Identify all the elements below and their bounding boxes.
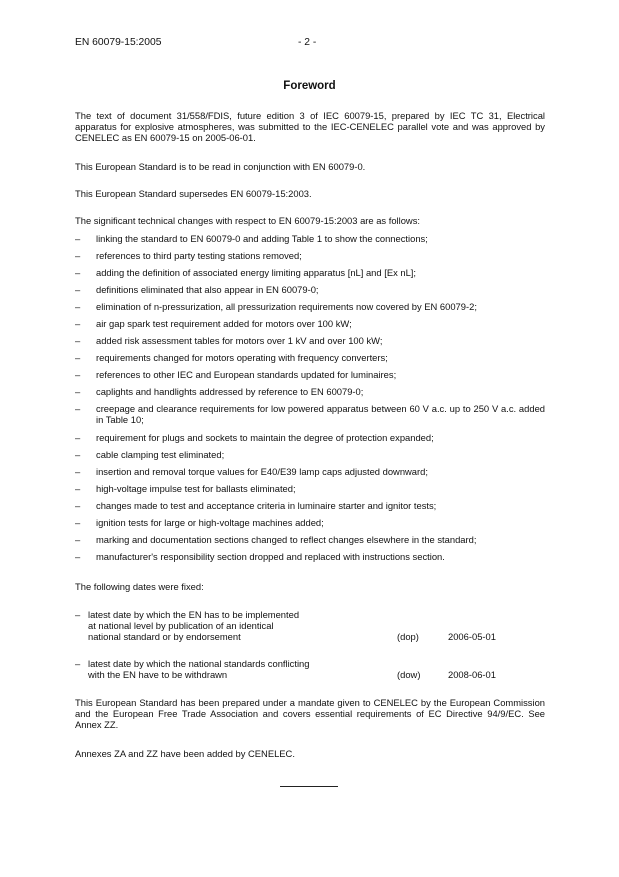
list-item-text: requirements changed for motors operating with frequency converters;: [96, 352, 388, 363]
list-dash: –: [75, 658, 81, 669]
date-description-line: national standard or by endorsement: [88, 631, 241, 642]
list-item-text: caplights and handlights addressed by reference to EN 60079-0;: [96, 386, 364, 397]
list-dash: –: [75, 369, 81, 380]
list-item-text: creepage and clearance requirements for low powered apparatus between 60 V a.c. up to 250 V a.c. added in Table 10;: [96, 403, 545, 425]
mandate-paragraph: This European Standard has been prepared under a mandate given to CENELEC by the European Commission and the European Free Trade Association and covers essential requirements of EC Directive 94/9/EC. See Annex ZZ.: [75, 697, 545, 730]
list-dash: –: [75, 267, 81, 278]
list-dash: –: [75, 250, 81, 261]
annexes-paragraph: Annexes ZA and ZZ have been added by CENELEC.: [75, 748, 295, 759]
list-dash: –: [75, 551, 81, 562]
list-item-text: linking the standard to EN 60079-0 and adding Table 1 to show the connections;: [96, 233, 428, 244]
header-document-id: EN 60079-15:2005: [75, 37, 162, 48]
list-item-text: requirement for plugs and sockets to maintain the degree of protection expanded;: [96, 432, 434, 443]
date-description: [88, 658, 348, 680]
list-dash: –: [75, 466, 81, 477]
date-description-line: with the EN have to be withdrawn: [88, 669, 228, 680]
page-title: Foreword: [283, 80, 336, 92]
list-dash: –: [75, 534, 81, 545]
list-item-text: cable clamping test eliminated;: [96, 449, 225, 460]
list-item-text: manufacturer's responsibility section dropped and replaced with instructions section.: [96, 551, 445, 562]
list-item-text: adding the definition of associated energy limiting apparatus [nL] and [Ex nL];: [96, 267, 416, 278]
date-abbreviation: (dow): [397, 669, 421, 680]
list-dash: –: [75, 335, 81, 346]
list-dash: –: [75, 483, 81, 494]
list-item-text: air gap spark test requirement added for motors over 100 kW;: [96, 318, 352, 329]
list-item-text: ignition tests for large or high-voltage machines added;: [96, 517, 324, 528]
supersedes-paragraph: This European Standard supersedes EN 60079-15:2003.: [75, 188, 312, 199]
header-page-number: - 2 -: [298, 37, 317, 48]
intro-paragraph: The text of document 31/558/FDIS, future edition 3 of IEC 60079-15, prepared by IEC TC 31, Electrical apparatus for explosive atmospheres, was submitted to the IEC-CENELEC parallel vote and was approved by CENELEC as EN 60079-15 on 2005-06-01.: [75, 110, 545, 143]
date-value: 2006-05-01: [448, 631, 496, 642]
list-item-text: insertion and removal torque values for E40/E39 lamp caps adjusted downward;: [96, 466, 428, 477]
list-dash: –: [75, 284, 81, 295]
conjunction-paragraph: This European Standard is to be read in conjunction with EN 60079-0.: [75, 161, 366, 172]
list-item-text: added risk assessment tables for motors over 1 kV and over 100 kW;: [96, 335, 383, 346]
list-dash: –: [75, 609, 81, 620]
date-description-line: latest date by which the EN has to be implemented: [88, 609, 300, 620]
list-dash: –: [75, 352, 81, 363]
dates-intro-paragraph: The following dates were fixed:: [75, 581, 204, 592]
end-rule: [280, 786, 338, 787]
list-item-text: elimination of n-pressurization, all pressurization requirements now covered by EN 60079-2;: [96, 301, 477, 312]
changes-intro-paragraph: The significant technical changes with respect to EN 60079-15:2003 are as follows:: [75, 215, 420, 226]
date-abbreviation: (dop): [397, 631, 419, 642]
list-dash: –: [75, 432, 81, 443]
list-item-text: references to third party testing stations removed;: [96, 250, 302, 261]
date-description-line: at national level by publication of an identical: [88, 620, 274, 631]
list-item-text: references to other IEC and European standards updated for luminaires;: [96, 369, 397, 380]
list-dash: –: [75, 500, 81, 511]
list-dash: –: [75, 318, 81, 329]
list-dash: –: [75, 403, 81, 414]
list-item-text: changes made to test and acceptance criteria in luminaire starter and ignitor tests;: [96, 500, 437, 511]
list-item-text: marking and documentation sections changed to reflect changes elsewhere in the standard;: [96, 534, 477, 545]
list-item-text: high-voltage impulse test for ballasts eliminated;: [96, 483, 296, 494]
date-description: [88, 609, 348, 642]
list-dash: –: [75, 386, 81, 397]
list-dash: –: [75, 517, 81, 528]
list-item-text: definitions eliminated that also appear in EN 60079-0;: [96, 284, 319, 295]
list-dash: –: [75, 301, 81, 312]
date-description-line: latest date by which the national standards conflicting: [88, 658, 310, 669]
date-value: 2008-06-01: [448, 669, 496, 680]
list-dash: –: [75, 233, 81, 244]
list-dash: –: [75, 449, 81, 460]
